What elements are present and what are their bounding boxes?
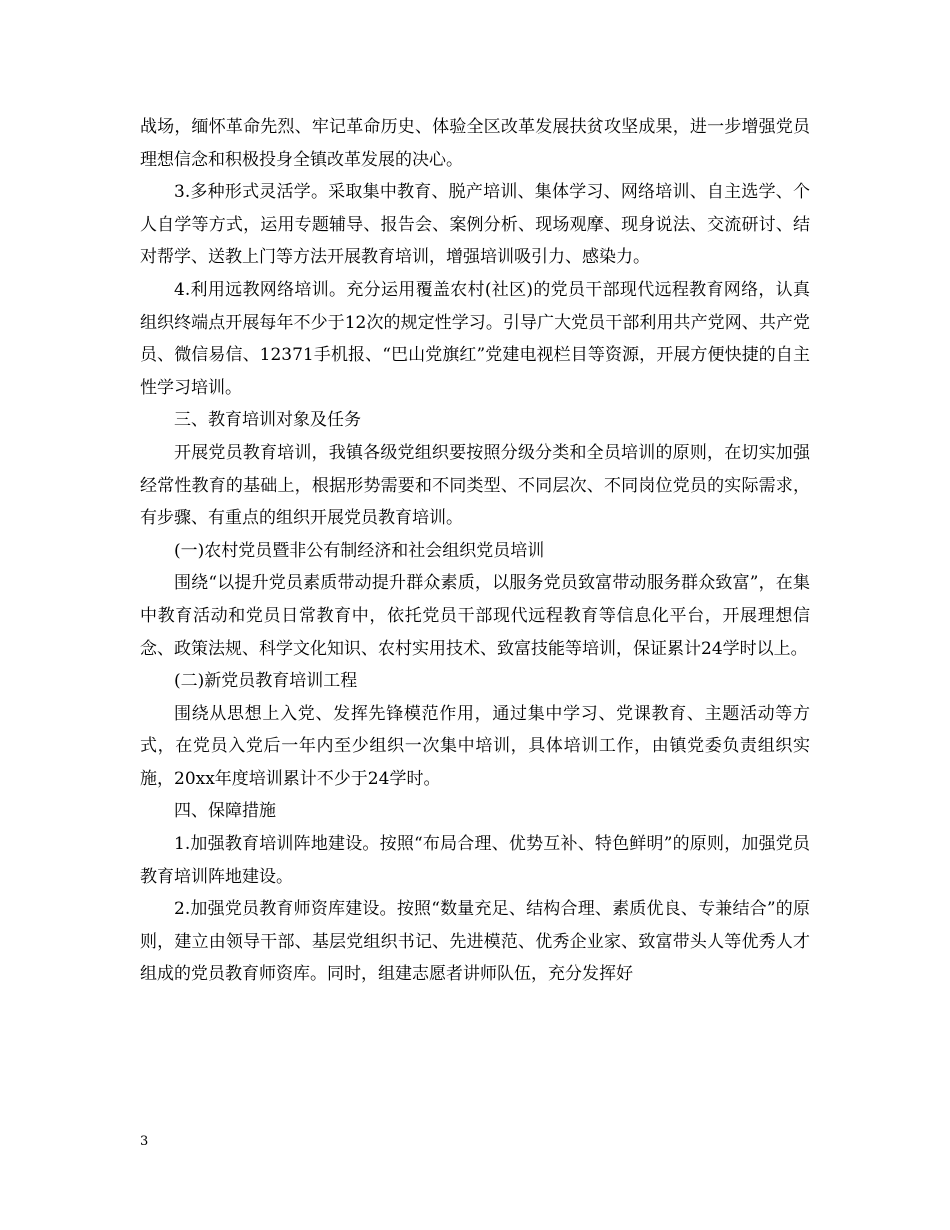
paragraph-training-base: 1.加强教育培训阵地建设。按照“布局合理、优势互补、特色鲜明”的原则，加强党员教育培训阵地建设。 — [140, 834, 810, 887]
paragraph-training-principle: 开展党员教育培训，我镇各级党组织要按照分级分类和全员培训的原则，在切实加强经常性教育的基础上，根据形势需要和不同类型、不同层次、不同岗位党员的实际需求，有步骤、有重点的组织开展党员教育培训。 — [140, 442, 810, 529]
subheading-rural-party-members: (一)农村党员暨非公有制经济和社会组织党员培训 — [174, 540, 545, 561]
section-heading-targets-and-tasks: 三、教育培训对象及任务 — [174, 410, 361, 431]
document-body — [140, 111, 810, 991]
page-number: 3 — [140, 1134, 149, 1149]
paragraph-continuation: 战场，缅怀革命先烈、牢记革命历史、体验全区改革发展扶贫攻坚成果，进一步增强党员理想信念和积极投身全镇改革发展的决心。 — [140, 117, 810, 170]
section-heading-safeguards: 四、保障措施 — [174, 801, 276, 822]
paragraph-new-members-training: 围绕从思想上入党、发挥先锋模范作用，通过集中学习、党课教育、主题活动等方式，在党员入党后一年内至少组织一次集中培训，具体培训工作，由镇党委负责组织实施，20xx年度培训累计不少于24学时。 — [140, 703, 810, 789]
paragraph-rural-training: 围绕“以提升党员素质带动提升群众素质，以服务党员致富带动服务群众致富”，在集中教育活动和党员日常教育中，依托党员干部现代远程教育等信息化平台，开展理想信念、政策法规、科学文化知识、农村实用技术、致富技能等培训，保证累计24学时以上。 — [140, 573, 810, 659]
paragraph-flexible-learning: 3.多种形式灵活学。采取集中教育、脱产培训、集体学习、网络培训、自主选学、个人自学等方式，运用专题辅导、报告会、案例分析、现场观摩、现身说法、交流研讨、结对帮学、送教上门等方法开展教育培训，增强培训吸引力、感染力。 — [140, 182, 810, 268]
paragraph-teacher-pool: 2.加强党员教育师资库建设。按照“数量充足、结构合理、素质优良、专兼结合”的原则，建立由领导干部、基层党组织书记、先进模范、优秀企业家、致富带头人等优秀人才组成的党员教育师资库。同时，组建志愿者讲师队伍，充分发挥好 — [140, 899, 810, 985]
subheading-new-members-training: (二)新党员教育培训工程 — [174, 671, 358, 692]
paragraph-remote-network-training: 4.利用远教网络培训。充分运用覆盖农村(社区)的党员干部现代远程教育网络，认真组织终端点开展每年不少于12次的规定性学习。引导广大党员干部利用共产党网、共产党员、微信易信、12371手机报、“巴山党旗红”党建电视栏目等资源，开展方便快捷的自主性学习培训。 — [140, 279, 810, 398]
